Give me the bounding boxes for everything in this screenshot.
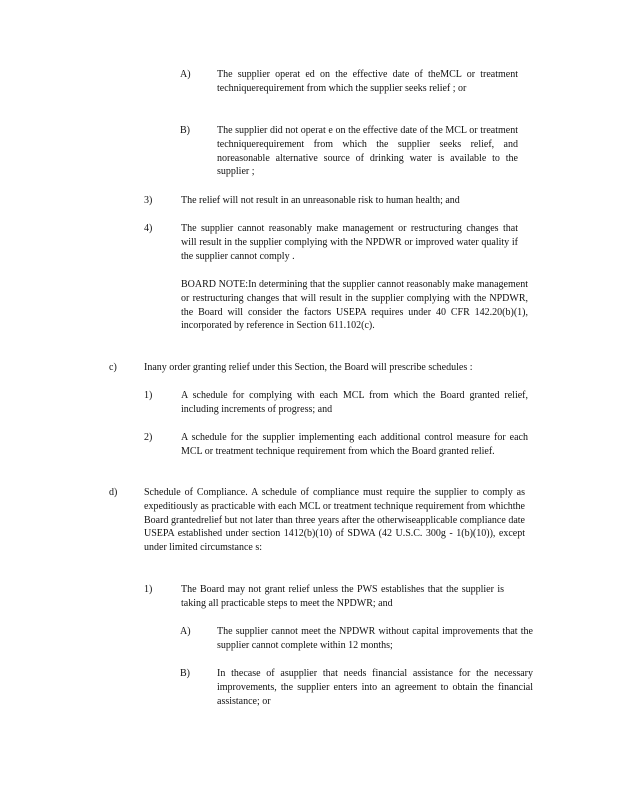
clause-text: The supplier operat ed on the effective date of theMCL or treatment techniquerequirement from which the supplier seeks relief ; or [217,69,518,94]
clause-label: B) [180,125,190,136]
clause-text: The supplier cannot reasonably make management or restructuring changes that will result in the supplier complying with the NPDWR or improved water quality if the supplier cannot comply . [181,223,518,262]
clause-text: Inany order granting relief under this Section, the Board will prescribe schedules : [144,362,473,373]
clause-label: 1) [144,390,153,401]
clause-label: 1) [144,584,153,595]
clause-text: The relief will not result in an unreasonable risk to human health; and [181,195,460,206]
clause-label: 4) [144,223,153,234]
clause-label: d) [109,487,118,498]
clause-label: 3) [144,195,153,206]
clause-text: In thecase of asupplier that needs financial assistance for the necessary improvements, the supplier enters into an agreement to obtain the financial assistance; or [217,668,533,707]
clause-label: A) [180,69,191,80]
clause-text: A schedule for the supplier implementing each additional control measure for each MCL or treatment technique requirement from which the Board granted relief. [181,432,528,457]
board-note: BOARD NOTE:In determining that the supplier cannot reasonably make management or restructuring changes that will result in the supplier complying with the NPDWR, the Board will consider the factors USEPA requires under 40 CFR 142.20(b)(1), incorporated by reference in Section 611.102(c). [181,279,528,332]
clause-label: B) [180,668,190,679]
clause-text: The supplier cannot meet the NPDWR without capital improvements that the supplier cannot complete within 12 months; [217,626,533,651]
clause-label: 2) [144,432,153,443]
clause-label: A) [180,626,191,637]
clause-text: The supplier did not operat e on the effective date of the MCL or treatment techniquerequirement from which the supplier seeks relief, and noreasonable alternative source of drinking water is available to the supplier ; [217,125,518,178]
clause-text: Schedule of Compliance. A schedule of compliance must require the supplier to comply as expeditiously as practicable with each MCL or treatment technique requirement from whichthe Board grantedrelief but not later than three years after the otherwiseapplicable compliance date USEPA established under section 1412(b)(10) of SDWA (42 U.S.C. 300g - 1(b)(10)), except under limited circumstance s: [144,487,525,554]
clause-text: A schedule for complying with each MCL from which the Board granted relief, including increments of progress; and [181,390,528,415]
clause-text: The Board may not grant relief unless the PWS establishes that the supplier is taking all practicable steps to meet the NPDWR; and [181,584,504,609]
clause-label: c) [109,362,117,373]
